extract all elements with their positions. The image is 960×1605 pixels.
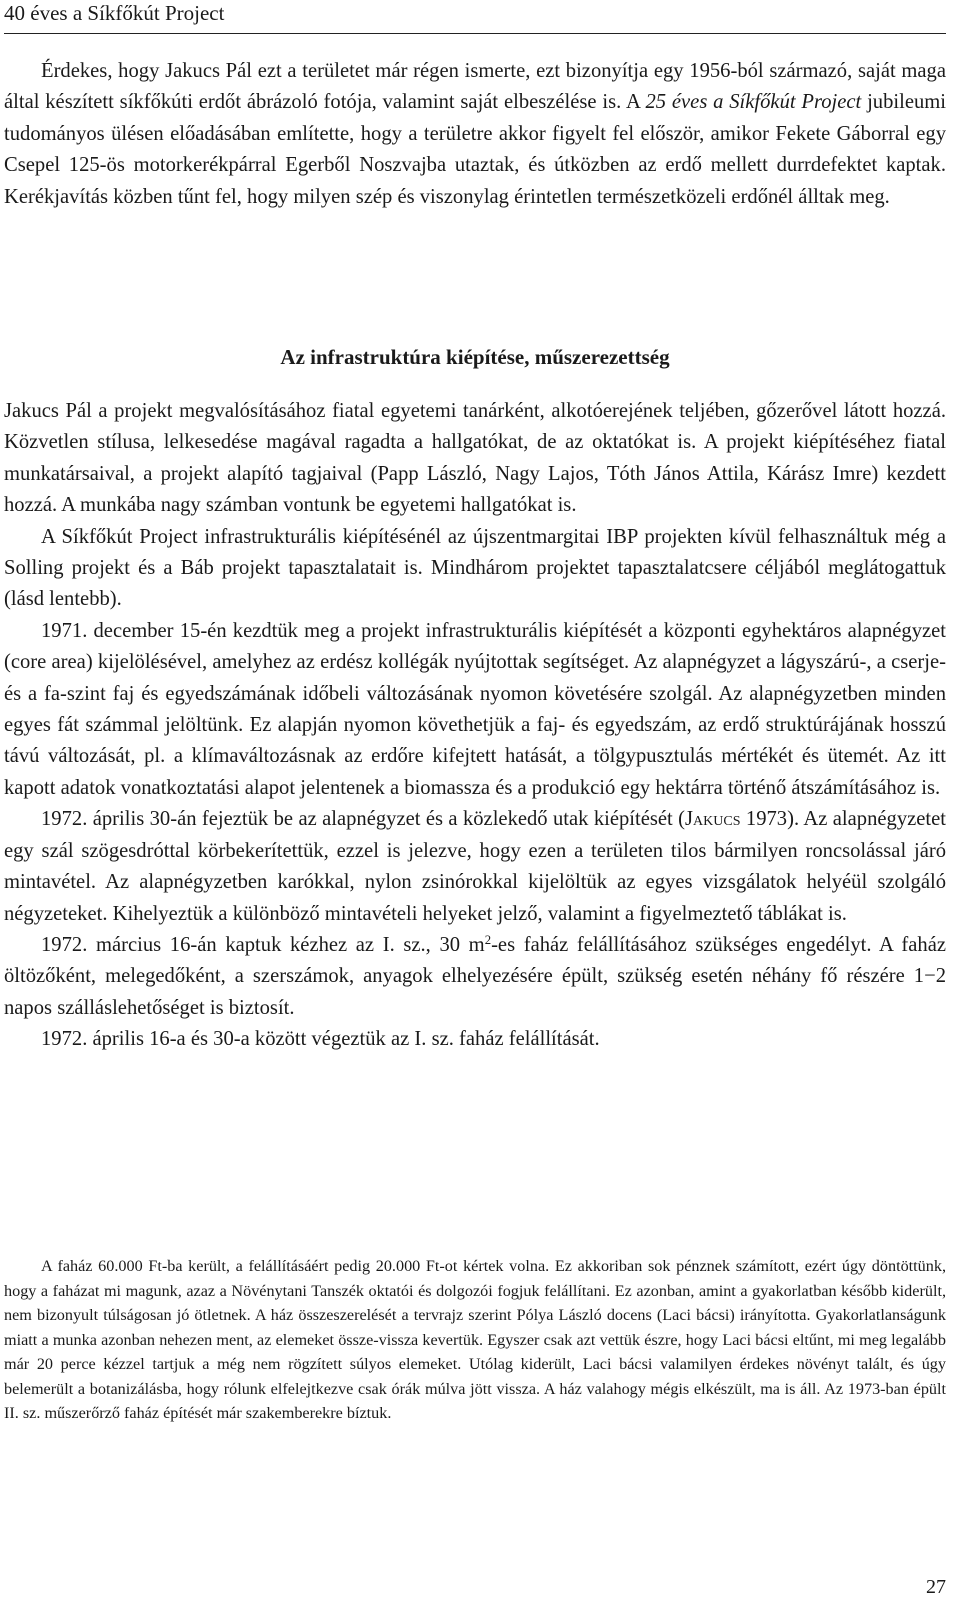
paragraph-4 xyxy=(4,804,946,930)
running-header-title: 40 éves a Síkfőkút Project xyxy=(4,1,225,25)
paragraph-4-text-b: 1973). Az alapnégyzetet egy szál szögesdróttal körbekerítettük, ezzel is jelezve, hogy ezen a területen tilos bármilyen roncsolással járó mintavétel. Az alapnégyzetben karókkal, nylon zsinórokkal kijelöltük az egyes vizsgálatok helyéül szolgáló négyzeteket. Kihelyeztük a különböző mintavételi helyeket jelző, valamint a figyelmeztető táblákat is. xyxy=(4,808,946,925)
section-heading: Az infrastruktúra kiépítése, műszerezettség xyxy=(280,345,670,369)
paragraph-5 xyxy=(4,930,946,1024)
paragraph-2: A Síkfőkút Project infrastrukturális kiépítésénél az újszentmargitai IBP projekten kívül felhasználtuk még a Solling projekt és a Báb projekt tapasztalatait is. Mindhárom projektet tapasztalatcsere céljából meglátogattuk (lásd lentebb). xyxy=(4,525,946,611)
page-number: 27 xyxy=(926,1576,946,1598)
main-section xyxy=(4,396,946,1056)
header-divider xyxy=(4,33,946,34)
superscript-2: 2 xyxy=(484,932,492,947)
citation-author: Jakucs xyxy=(685,808,741,831)
footnote-text: A faház 60.000 Ft-ba került, a felállításáért pedig 20.000 Ft-ot kértek volna. Ez akkoriban sok pénznek számított, ezért úgy döntöttünk, hogy a faházat mi magunk, azaz a Növénytani Tanszék oktatói és dolgozói fogjuk felállítani. Ez azonban, amint a gyakorlatban később kiderült, nem bizonyult túlságosan jó ötletnek. A ház összeszerelését a tervrajz szerint Pólya László docens (Laci bácsi) irányította. Gyakorlatlanságunk miatt a munka azonban nehezen ment, az elemeket össze-vissza kevertük. Egyszer csak azt vettük észre, hogy Laci bácsi eltűnt, mi meg legalább már 20 perce kézzel tartjuk a még nem rögzített súlyos elemeket. Utólag kiderült, Laci bácsi valamilyen érdekes növényt talált, és úgy belemerült a botanizálásba, hogy rólunk elfelejtkezve csak órák múlva jött vissza. A ház valahogy mégis elkészült, ma is áll. Az 1973-ban épült II. sz. műszerőrző faház építését már szakemberekre bíztuk. xyxy=(4,1257,946,1422)
intro-text-part2: jubileumi tudományos ülésen előadásában említette, hogy a területre akkor figyelt fel először, amikor Fekete Gáborral egy Csepel 125-ös motorkerékpárral Egerből Noszvajba utaztak, és útközben az erdő mellett durrdefektet kaptak. Kerékjavítás közben tűnt fel, hogy milyen szép és viszonylag érintetlen természetközeli erdőnél álltak meg. xyxy=(4,91,947,208)
footnote-block xyxy=(4,1254,946,1426)
paragraph-1: Jakucs Pál a projekt megvalósításához fiatal egyetemi tanárként, alkotóerejének teljében, gőzerővel látott hozzá. Közvetlen stílusa, lelkesedése magával ragadta a hallgatókat, de az oktatókat is. A projekt kiépítéséhez fiatal munkatársaival, a projekt alapító tagjaival (Papp László, Nagy Lajos, Tóth János Attila, Kárász Imre) kezdett hozzá. A munkába nagy számban vontunk be egyetemi hallgatókat is. xyxy=(4,400,946,517)
intro-section xyxy=(4,56,946,213)
paragraph-3: 1971. december 15-én kezdtük meg a projekt infrastrukturális kiépítését a központi egyhektáros alapnégyzet (core area) kijelölésével, amelyhez az erdész kollégák nyújtottak segítséget. Az alapnégyzet a lágyszárú-, a cserje- és a fa-szint faj és egyedszámának időbeli változásának nyomon követésére szolgál. Az alapnégyzetben minden egyes fát számmal jelöltünk. Ez alapján nyomon követhetjük a faj- és egyedszám, az erdő struktúrájának hosszú távú változását, pl. a klímaváltozásnak az erdőre kifejtett hatását, a tölgypusztulás mértékét és ütemét. Az itt kapott adatok vonatkoztatási alapot jelentenek a biomassza és a produkció egy hektárra történő átszámításához is. xyxy=(4,619,946,799)
paragraph-4-text-a: 1972. április 30-án fejeztük be az alapnégyzet és a közlekedő utak kiépítését ( xyxy=(41,808,686,831)
intro-text-part1: Érdekes, hogy Jakucs Pál ezt a területet már régen ismerte, ezt bizonyítja egy 1956-ból származó, saját maga által készített síkfőkúti erdőt ábrázoló fotója, valamint saját elbeszélése is. A xyxy=(4,60,946,114)
paragraph-5-text-b: -es faház felállításához szükséges engedélyt. A faház öltözőként, melegedőként, a szerszámok, anyagok elhelyezésére épült, szükség esetén néhány fő részére 1−2 napos szálláslehetőséget is biztosít. xyxy=(4,933,946,1019)
intro-paragraph xyxy=(4,56,946,213)
paragraph-6: 1972. április 16-a és 30-a között végeztük az I. sz. faház felállítását. xyxy=(41,1028,600,1051)
paragraph-5-text-a: 1972. március 16-án kaptuk kézhez az I. sz., 30 m xyxy=(41,933,485,956)
intro-italic-title: 25 éves a Síkfőkút Project xyxy=(645,91,862,114)
